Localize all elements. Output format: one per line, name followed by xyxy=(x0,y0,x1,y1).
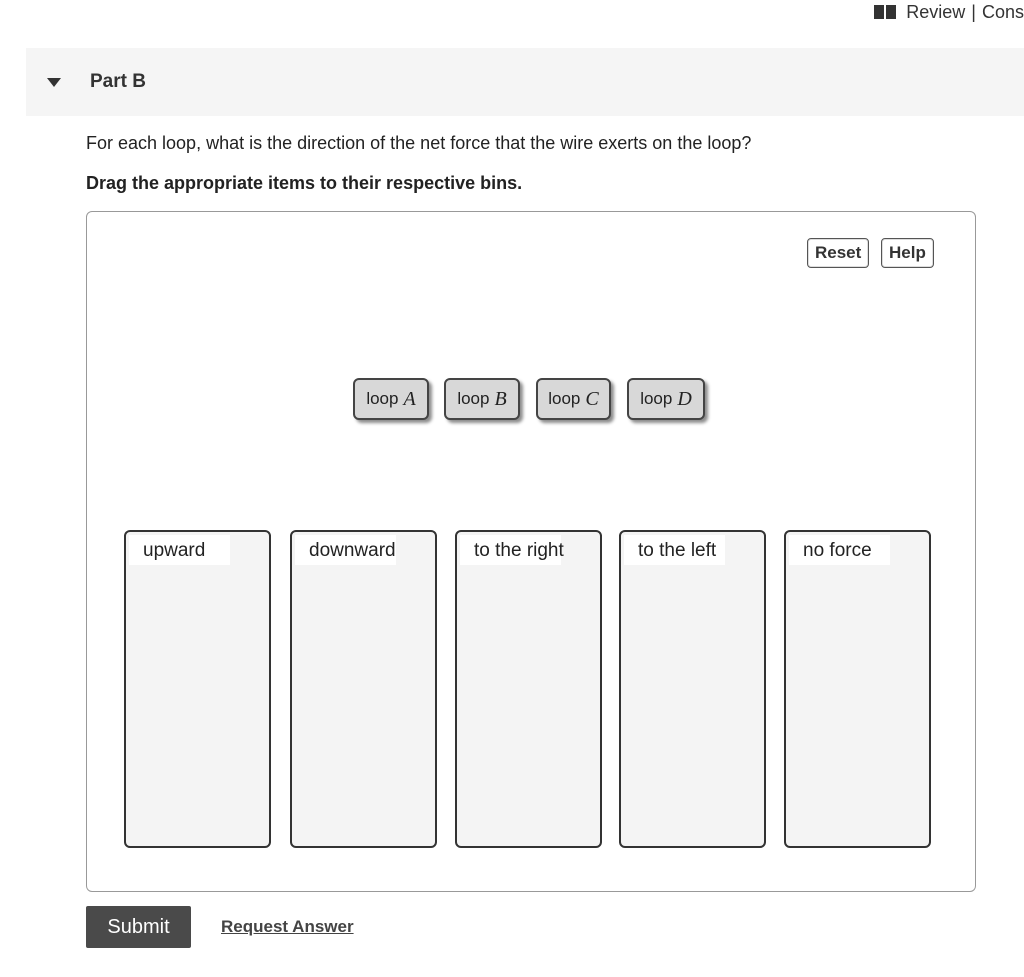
draggable-loop-d[interactable] xyxy=(627,378,705,420)
request-answer-link[interactable]: Request Answer xyxy=(221,917,354,936)
token-variable: C xyxy=(585,387,599,410)
instruction-text: Drag the appropriate items to their respective bins. xyxy=(86,173,523,193)
part-header[interactable] xyxy=(26,48,1024,116)
question-text: For each loop, what is the direction of the net force that the wire exerts on the loop? xyxy=(86,133,752,153)
review-link[interactable]: Review xyxy=(906,1,966,22)
bin-to-the-right[interactable] xyxy=(455,530,602,848)
bin-no-force[interactable] xyxy=(784,530,931,848)
token-prefix: loop xyxy=(457,389,490,408)
top-links xyxy=(874,0,1024,24)
drag-drop-workspace xyxy=(86,211,976,892)
top-links-separator: | xyxy=(971,1,976,22)
help-button[interactable]: Help xyxy=(881,238,934,268)
token-prefix: loop xyxy=(640,389,673,408)
draggable-loop-b[interactable] xyxy=(444,378,520,420)
bin-label: upward xyxy=(129,535,230,565)
part-title: Part B xyxy=(90,71,146,92)
bin-label: to the right xyxy=(460,535,561,565)
bin-downward[interactable] xyxy=(290,530,437,848)
bin-label: downward xyxy=(295,535,396,565)
reset-button[interactable]: Reset xyxy=(807,238,869,268)
token-prefix: loop xyxy=(366,389,399,408)
draggable-loop-c[interactable] xyxy=(536,378,611,420)
bin-label: no force xyxy=(789,535,890,565)
token-prefix: loop xyxy=(548,389,581,408)
token-variable: D xyxy=(677,387,692,410)
submit-button[interactable]: Submit xyxy=(86,906,191,948)
bin-to-the-left[interactable] xyxy=(619,530,766,848)
token-variable: B xyxy=(494,387,507,410)
bin-upward[interactable] xyxy=(124,530,271,848)
book-icon xyxy=(874,5,896,19)
draggable-loop-a[interactable] xyxy=(353,378,429,420)
token-variable: A xyxy=(403,387,416,410)
collapse-caret-icon[interactable] xyxy=(47,78,61,87)
bin-label: to the left xyxy=(624,535,725,565)
constants-link[interactable]: Cons xyxy=(981,1,1024,22)
